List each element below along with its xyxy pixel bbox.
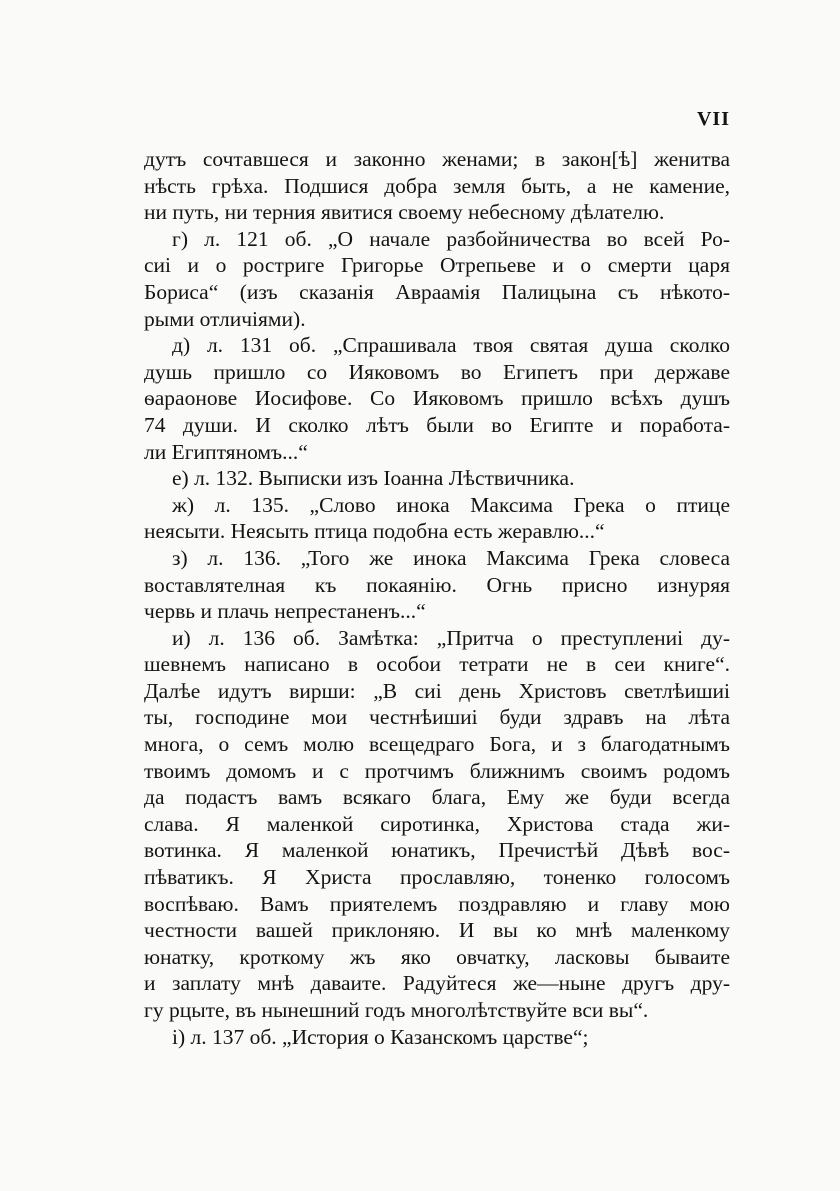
text-line: з) л. 136. „Того же инока Максима Грека словеса xyxy=(172,545,730,570)
text-line: душь пришло со Ияковомъ во Египетъ при державе xyxy=(144,359,730,384)
page-text xyxy=(144,146,730,1050)
text-line: ж) л. 135. „Слово инока Максима Грека о птице xyxy=(172,492,730,517)
text-line: дутъ сочтавшеся и законно женами; в закон[ѣ] женитва xyxy=(144,147,730,171)
paragraph xyxy=(144,545,730,625)
paragraph xyxy=(144,1024,730,1051)
text-line: і) л. 137 об. „История о Казанскомъ царстве“; xyxy=(172,1024,589,1049)
text-line: сиі и о ростриге Григорье Отрепьеве и о смерти царя xyxy=(144,253,730,278)
text-line: многа, о семъ молю всещедраго Бога, и з благодатнымъ xyxy=(144,732,730,757)
text-line: ни путь, ни терния явитися своему небесному дѣлателю. xyxy=(144,200,665,225)
text-line: неясыти. Неясыть птица подобна есть жеравлю...“ xyxy=(144,519,605,544)
paragraph xyxy=(144,492,730,545)
text-line: д) л. 131 об. „Спрашивала твоя святая душа сколко xyxy=(172,333,730,358)
text-line: воставлятелная къ покаянію. Огнь присно изнуряя xyxy=(144,572,730,597)
text-line: ѳараонове Иосифове. Со Ияковомъ пришло всѣхъ душъ xyxy=(144,386,730,411)
paragraph xyxy=(144,226,730,332)
text-line: шевнемъ написано в особои тетрати не в сеи книге“. xyxy=(144,652,730,677)
text-line: нѣсть грѣха. Подшися добра земля быть, а не камение, xyxy=(144,173,730,198)
text-line: да подастъ вамъ всякаго блага, Ему же буди всегда xyxy=(144,785,730,810)
text-line: вотинка. Я маленкой юнатикъ, Пречистѣй Дѣвѣ вос- xyxy=(144,838,730,863)
text-line: Бориса“ (изъ сказанія Авраамія Палицына съ нѣкото- xyxy=(144,279,730,304)
text-line: слава. Я маленкой сиротинка, Христова стада жи- xyxy=(144,811,730,836)
paragraph xyxy=(144,146,730,226)
paragraph xyxy=(144,465,730,492)
text-line: гу рцыте, въ нынешний годъ многолѣтствуйте вси вы“. xyxy=(144,998,649,1022)
text-line: пѣватикъ. Я Христа прославляю, тоненко голосомъ xyxy=(144,865,730,890)
text-line: честности вашей приклоняю. И вы ко мнѣ маленкому xyxy=(144,918,730,943)
text-line: юнатку, кроткому жъ яко овчатку, ласковы бываите xyxy=(144,944,730,969)
text-line: г) л. 121 об. „О начале разбойничества во всей Ро- xyxy=(172,226,730,251)
text-line: ты, господине мои честнѣишиі буди здравъ на лѣта xyxy=(144,705,730,730)
text-line: рыми отличіями). xyxy=(144,306,306,331)
page-number: VII xyxy=(696,108,730,130)
text-line: 74 души. И сколко лѣтъ были во Египте и поработа- xyxy=(144,412,730,437)
text-line: воспѣваю. Вамъ приятелемъ поздравляю и главу мою xyxy=(144,891,730,916)
text-line: е) л. 132. Выписки изъ Іоанна Лѣствичника. xyxy=(172,466,575,491)
text-line: ли Египтяномъ...“ xyxy=(144,439,308,464)
text-line: червь и плачь непрестаненъ...“ xyxy=(144,599,426,624)
paragraph xyxy=(144,625,730,1024)
text-line: и заплату мнѣ даваите. Радуйтеся же—ныне другъ дру- xyxy=(144,971,730,996)
paragraph xyxy=(144,332,730,465)
text-line: и) л. 136 об. Замѣтка: „Притча о преступлениі ду- xyxy=(172,625,730,650)
text-line: Далѣе идутъ вирши: „В сиі день Христовъ светлѣишиі xyxy=(144,678,730,703)
text-line: твоимъ домомъ и с протчимъ ближнимъ своимъ родомъ xyxy=(144,758,730,783)
